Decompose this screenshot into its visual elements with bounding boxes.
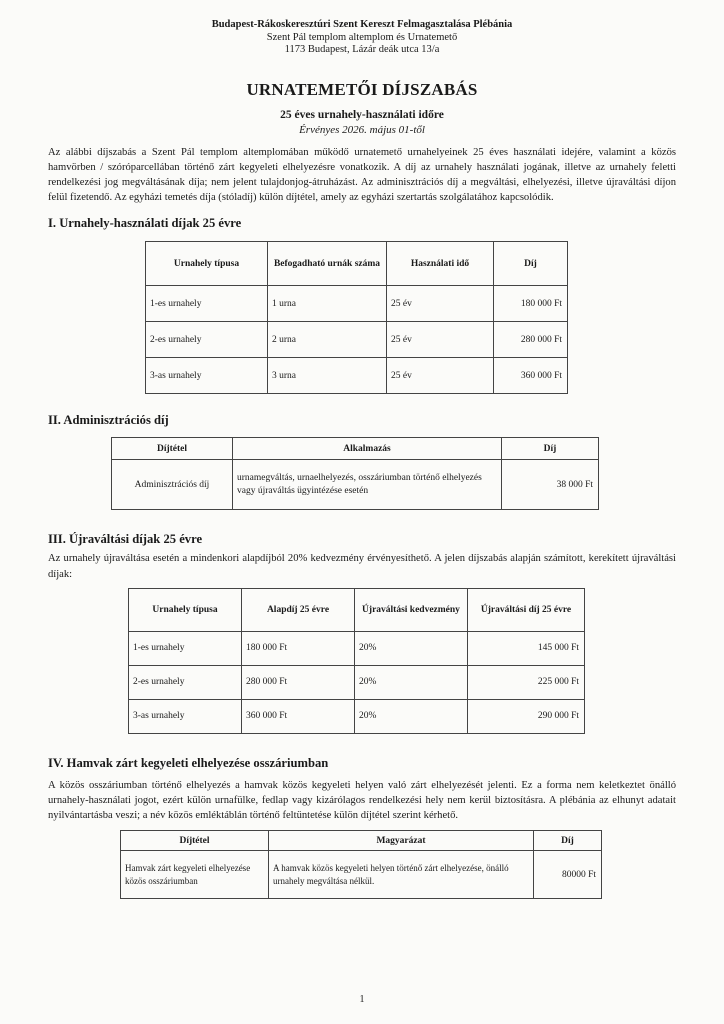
section3-heading: III. Újraváltási díjak 25 évre — [48, 532, 203, 547]
table-cell: 1-es urnahely — [146, 286, 268, 322]
table-cell: 145 000 Ft — [468, 631, 585, 665]
table-cell: 3-as urnahely — [146, 358, 268, 394]
table-cell: 20% — [355, 631, 468, 665]
table-cell: 3-as urnahely — [129, 699, 242, 733]
document-title: URNATEMETŐI DÍJSZABÁS — [246, 79, 478, 99]
table-cell: Adminisztrációs díj — [112, 460, 233, 510]
table-cell: 280 000 Ft — [242, 665, 355, 699]
table-row — [121, 851, 602, 899]
letterhead — [0, 19, 724, 57]
table-header: Díj — [494, 242, 568, 286]
table-cell: 180 000 Ft — [494, 286, 568, 322]
table-cell: 20% — [355, 665, 468, 699]
table-header: Díjtétel — [121, 831, 269, 851]
table-header: Díjtétel — [112, 438, 233, 460]
table-cell: 25 év — [387, 286, 494, 322]
table-header: Alkalmazás — [233, 438, 502, 460]
table-cell: 2-es urnahely — [129, 665, 242, 699]
table-cell: 360 000 Ft — [494, 358, 568, 394]
renewal-paragraph: Az urnahely újraváltása esetén a mindenkori alapdíjból 20% kedvezmény érvényesíthető. A jelen díjszabás alapján számított, kerekített újraváltási díjak: — [48, 553, 676, 580]
validity-date: Érvényes 2026. május 01-től — [299, 123, 425, 136]
table-cell: 360 000 Ft — [242, 699, 355, 733]
table-row — [146, 286, 568, 322]
table-header: Magyarázat — [269, 831, 534, 851]
table-header: Díj — [502, 438, 599, 460]
table-row — [146, 358, 568, 394]
table-row — [112, 460, 599, 510]
table-header: Urnahely típusa — [129, 588, 242, 631]
table-cell: 280 000 Ft — [494, 322, 568, 358]
table-header: Alapdíj 25 évre — [242, 588, 355, 631]
table-header: Urnahely típusa — [146, 242, 268, 286]
table-cell: 25 év — [387, 322, 494, 358]
admin-fee-table — [111, 437, 599, 510]
ossuarium-fee-table — [120, 830, 602, 899]
table-row — [129, 699, 585, 733]
table-row — [129, 665, 585, 699]
parish-address: 1173 Budapest, Lázár deák utca 13/a — [284, 44, 440, 55]
parish-name: Budapest-Rákoskeresztúri Szent Kereszt Felmagasztalása Plébánia — [211, 19, 513, 30]
table-cell: 290 000 Ft — [468, 699, 585, 733]
section2-heading: II. Adminisztrációs díj — [48, 413, 169, 428]
table-cell: urnamegváltás, urnaelhelyezés, osszáriumban történő elhelyezés vagy újraváltás ügyintézése esetén — [233, 460, 502, 510]
table-header: Használati idő — [387, 242, 494, 286]
table-header: Befogadható urnák száma — [268, 242, 387, 286]
table-cell: 2 urna — [268, 322, 387, 358]
table-header: Újraváltási kedvezmény — [355, 588, 468, 631]
table-cell: 1-es urnahely — [129, 631, 242, 665]
table-cell: 3 urna — [268, 358, 387, 394]
table-row — [146, 322, 568, 358]
intro-paragraph: Az alábbi díjszabás a Szent Pál templom altemplomában működő urnatemető urnahelyeinek 25 éves használati idejére, valamint a közös hamvörben / szóróparcellában történő zárt kegyeleti elhelyezésre vonatkozik. A díj az urnahely használati jogának, illetve az urnahely feletti rendelkezési jog megváltásának díja; nem jelent tulajdonjog-átruházást. Az adminisztrációs díj a megváltási, elhelyezési, illetve újraváltási díjon felül fizetendő. Az egyházi temetés díja (stóladíj) külön díjtétel, amely az egyházi szertartás szolgálatához kapcsolódik. — [48, 146, 676, 204]
table-cell: 25 év — [387, 358, 494, 394]
page-number: 1 — [359, 994, 365, 1005]
table-cell: 2-es urnahely — [146, 322, 268, 358]
table-cell: Hamvak zárt kegyeleti elhelyezése közös osszáriumban — [121, 851, 269, 899]
table-header: Újraváltási díj 25 évre — [468, 588, 585, 631]
church-name: Szent Pál templom altemplom és Urnatemető — [266, 31, 458, 43]
table-cell: 20% — [355, 699, 468, 733]
renewal-fee-table — [128, 588, 585, 734]
table-cell: 1 urna — [268, 286, 387, 322]
usage-fee-table — [145, 241, 568, 394]
table-cell: 180 000 Ft — [242, 631, 355, 665]
table-header: Díj — [534, 831, 602, 851]
table-cell: 38 000 Ft — [502, 460, 599, 510]
table-cell: 225 000 Ft — [468, 665, 585, 699]
document-subtitle: 25 éves urnahely-használati időre — [280, 108, 444, 121]
table-cell: A hamvak közös kegyeleti helyen történő zárt elhelyezése, önálló urnahely megváltása nélkül. — [269, 851, 534, 899]
ossuarium-paragraph: A közös osszáriumban történő elhelyezés a hamvak közös kegyeleti helyen való zárt elhelyezését jelenti. Ez a forma nem keletkeztet önálló urnahely-használati jogot, ezért külön urnafülke, fedlap vagy kizárólagos rendelkezési hely nem kerül biztosításra. A plébánia az elhunyt adatait nyilvántartásba veszi; a név közös emléktáblán történő feltüntetése külön díjtétel szerint kérhető. — [48, 779, 676, 822]
table-row — [129, 631, 585, 665]
section4-heading: IV. Hamvak zárt kegyeleti elhelyezése osszáriumban — [48, 755, 329, 770]
table-cell: 80000 Ft — [534, 851, 602, 899]
section1-heading: I. Urnahely-használati díjak 25 évre — [48, 216, 242, 231]
